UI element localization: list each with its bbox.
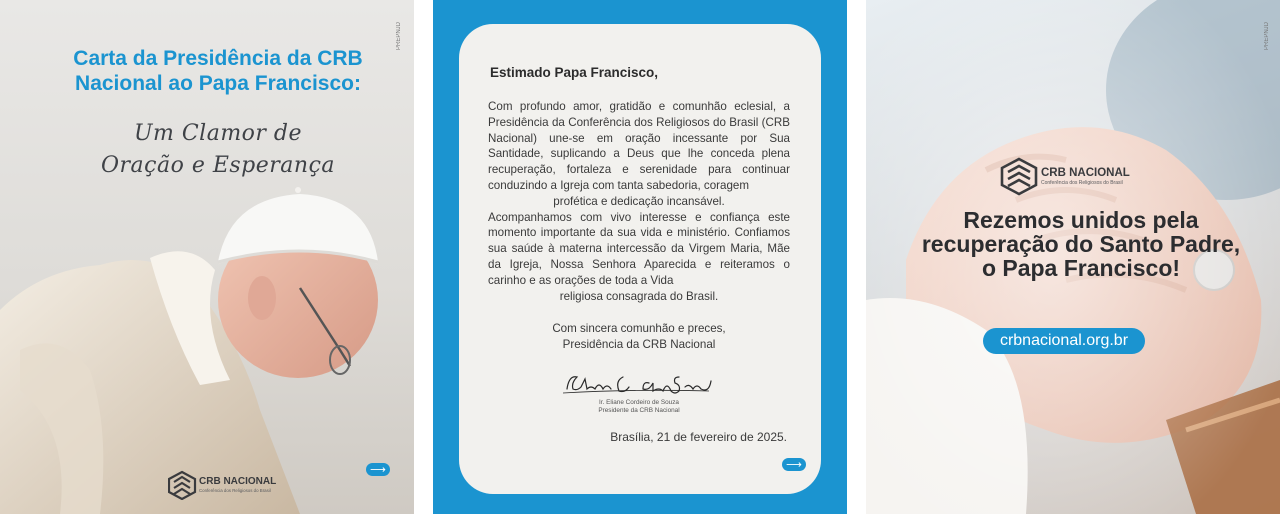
crb-emblem-icon (169, 472, 195, 499)
letter-cover-panel (0, 0, 414, 514)
closing-line-2: Presidência da CRB Nacional (562, 338, 716, 351)
logo-name: CRB NACIONAL (199, 476, 277, 487)
signer-title: Presidente da CRB Nacional (598, 407, 680, 414)
letter-paragraph-1: Com profundo amor, gratidão e comunhão eclesial, a Presidência da Conferência dos Religiosos do Brasil (CRB Nacional) une-se em oração incessante por Sua Santidade, suplicando a Deus que lhe conceda plena recuperação, fortaleza e serenidade para continuar conduzindo a Igreja com tanta sabedoria, coragem (488, 100, 790, 192)
letter-body (488, 99, 790, 304)
arrow-right-icon: ⟶ (370, 463, 386, 476)
logo-tagline: Conferência dos Religiosos do Brasil (1041, 180, 1123, 186)
signer-name: Ir. Eliane Cordeiro de Souza (599, 399, 679, 406)
next-slide-button[interactable] (782, 458, 806, 471)
letter-text-panel (433, 0, 847, 514)
logo-name: CRB NACIONAL (1041, 167, 1130, 179)
next-slide-button[interactable] (366, 463, 390, 476)
signer-block (488, 399, 790, 415)
letter-greeting: Estimado Papa Francisco, (490, 65, 659, 80)
side-credit-text: PREPNJD (396, 22, 402, 51)
prayer-call-panel (866, 0, 1280, 514)
crb-logo (1000, 156, 1130, 196)
letter-closing (488, 321, 790, 353)
cover-title: Carta da Presidência da CRB Nacional ao Papa Francisco: (73, 47, 363, 95)
arrow-right-icon: ⟶ (786, 458, 802, 471)
letter-paragraph-1-end: profética e dedicação incansável. (553, 194, 725, 208)
pope-photo (0, 170, 414, 514)
crb-emblem-icon (1002, 159, 1036, 194)
letter-card (459, 24, 821, 494)
side-credit-text: PREPNJD (1264, 22, 1270, 51)
handwritten-signature (559, 369, 719, 397)
letter-date: Brasília, 21 de fevereiro de 2025. (610, 430, 787, 444)
closing-line-1: Com sincera comunhão e preces, (552, 322, 726, 335)
script-line-1: Um Clamor de (133, 121, 303, 146)
logo-tagline: Conferência dos Religiosos do Brasil (199, 488, 271, 493)
letter-paragraph-2-end: religiosa consagrada do Brasil. (559, 289, 719, 303)
script-line-2: Oração e Esperança (100, 153, 336, 178)
prayer-headline: Rezemos unidos pela recuperação do Santo Padre, o Papa Francisco! (921, 207, 1241, 281)
letter-paragraph-2: Acompanhamos com vivo interesse e confiança este momento importante da sua vida e ministério. Confiamos sua saúde à materna intercessão da Virgem Maria, Mãe da Igreja, Nossa Senhora Aparecida e reiteramos o carinho e as orações de toda a Vida (488, 210, 790, 287)
crb-logo (168, 470, 278, 500)
website-link[interactable]: crbnacional.org.br (983, 328, 1145, 354)
